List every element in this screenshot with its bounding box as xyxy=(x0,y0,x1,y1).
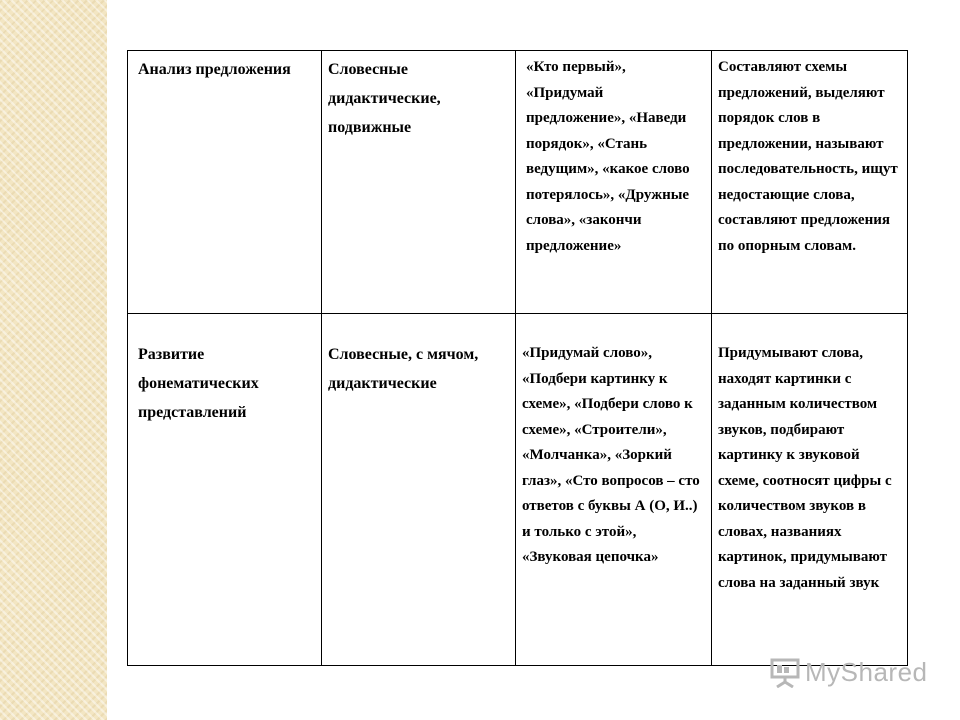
cell-games: «Кто первый», «Придумай предложение», «Наведи порядок», «Стань ведущим», «какое слово потерялось», «Дружные слова», «закончи предложение» xyxy=(516,51,712,314)
cell-activities: Составляют схемы предложений, выделяют порядок слов в предложении, называют последовательность, ищут недостающие слова, составляют предложения по опорным словам. xyxy=(712,51,908,314)
cell-game-type: Словесные дидактические, подвижные xyxy=(322,51,516,314)
table-row xyxy=(128,51,908,314)
decorative-side-strip xyxy=(0,0,107,720)
watermark-logo xyxy=(769,657,928,688)
cell-section: Анализ предложения xyxy=(128,51,322,314)
cell-section: Развитие фонематических представлений xyxy=(128,314,322,666)
watermark-text: MyShared xyxy=(805,657,928,687)
games-table xyxy=(127,50,908,666)
table-row xyxy=(128,314,908,666)
presentation-board-icon xyxy=(769,658,801,688)
cell-game-type: Словесные, с мячом, дидактические xyxy=(322,314,516,666)
cell-games: «Придумай слово», «Подбери картинку к схеме», «Подбери слово к схеме», «Строители», «Молчанка», «Зоркий глаз», «Сто вопросов – сто ответов с буквы А (О, И..) и только с этой», «Звуковая цепочка» xyxy=(516,314,712,666)
cell-activities: Придумывают слова, находят картинки с заданным количеством звуков, подбирают картинку к звуковой схеме, соотносят цифры с количеством звуков в словах, названиях картинок, придумывают слова на заданный звук xyxy=(712,314,908,666)
